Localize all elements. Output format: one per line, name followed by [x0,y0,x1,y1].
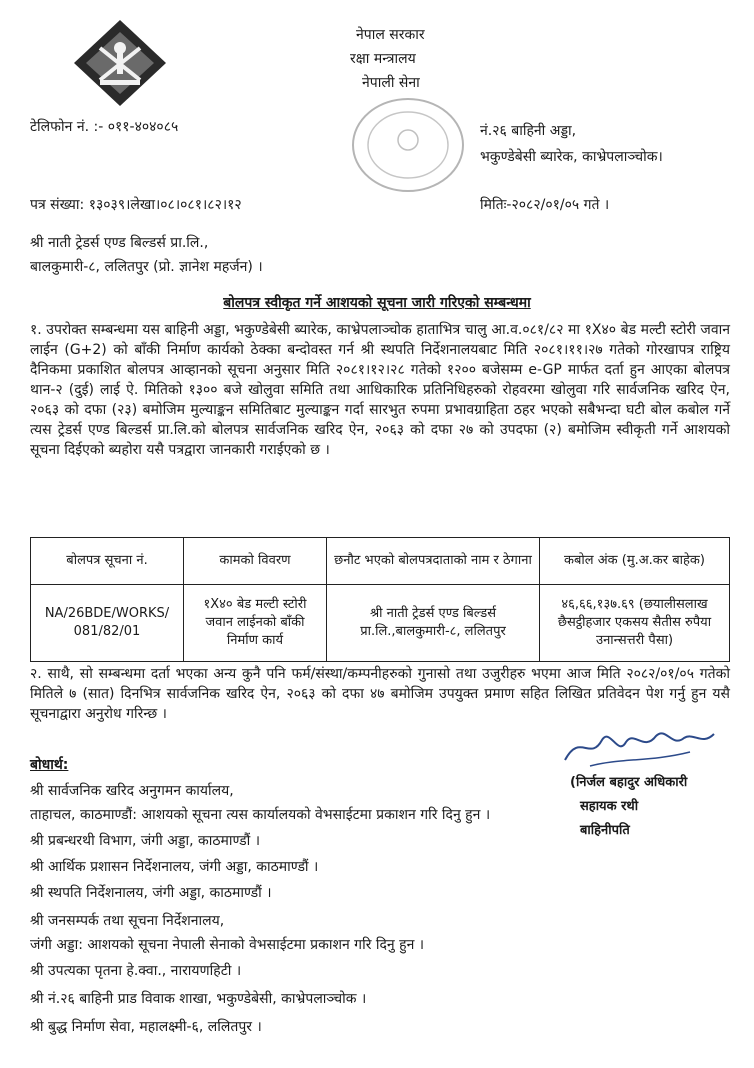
table-header-cell: बोलपत्र सूचना नं. [31,538,184,585]
table-cell: १X४० बेड मल्टी स्टोरी जवान लाईनको बाँकी निर्माण कार्य [184,585,327,662]
round-office-stamp [348,95,468,195]
cc-item: श्री स्थपति निर्देशनालय, जंगी अड्डा, काठमाण्डौं । [30,885,272,901]
org-line-army: नेपाली सेना [362,75,420,91]
award-notice-table [30,537,730,662]
table-row [31,585,730,662]
cc-item: श्री बुद्ध निर्माण सेवा, महालक्ष्मी-६, ललितपुर । [30,1019,262,1035]
cc-heading: बोधार्थ: [30,757,69,773]
office-address-line2: भकुण्डेबेसी ब्यारेक, काभ्रेपलाञ्चोक। [480,149,663,165]
handwritten-signature [560,722,720,772]
cc-item: ताहाचल, काठमाण्डौं: आशयको सूचना त्यस कार्यालयको वेभसाईटमा प्रकाशन गरि दिनु हुन । [30,807,491,823]
cc-item: श्री जनसम्पर्क तथा सूचना निर्देशनालय, [30,913,225,929]
signatory-title: बाहिनीपति [580,823,630,838]
recipient-name: श्री नाती ट्रेडर्स एण्ड बिल्डर्स प्रा.लि., [30,235,209,251]
telephone-number: टेलिफोन नं. :- ०११-४०४०८५ [30,119,179,135]
letter-reference-number: पत्र संख्या: १३०३९।लेखा।०८।०८१।८२।१२ [30,197,242,213]
table-cell: NA/26BDE/WORKS/ 081/82/01 [31,585,184,662]
signatory-name: (निर्जल बहादुर अधिकारी [570,775,688,790]
office-address-line1: नं.२६ बाहिनी अड्डा, [480,123,577,139]
table-cell: श्री नाती ट्रेडर्स एण्ड बिल्डर्स प्रा.लि.,बालकुमारी-८, ललितपुर [327,585,540,662]
body-paragraph-2: २. साथै, सो सम्बन्धमा दर्ता भएका अन्य कुनै पनि फर्म/संस्था/कम्पनीहरुको गुनासो तथा उजुरीहरु भएमा आज मिति २०८२/०१/०५ गतेको मितिले ७ (सात) दिनभित्र सार्वजनिक खरिद ऐन, २०६३ को दफा ४७ बमोजिम उपयुक्त प्रमाण सहित लिखित प्रतिवेदन पेश गर्नु हुन यसै सूचनाद्वारा अनुरोध गरिन्छ । [30,666,730,722]
cc-item: श्री नं.२६ बाहिनी प्राड विवाक शाखा, भकुण्डेबेसी, काभ्रेपलाञ्चोक । [30,991,367,1007]
signatory-rank: सहायक रथी [580,799,639,814]
cc-item: श्री प्रबन्धरथी विभाग, जंगी अड्डा, काठमाण्डौं । [30,833,261,849]
cc-item: श्री सार्वजनिक खरिद अनुगमन कार्यालय, [30,783,234,799]
table-header-cell: कबोल अंक (मु.अ.कर बाहेक) [540,538,730,585]
table-cell: ४६,६६,१३७.६९ (छयालीसलाख छैसट्ठीहजार एकसय सैतीस रुपैया उनान्सत्तरी पैसा) [540,585,730,662]
table-header-row [31,538,730,585]
org-line-ministry: रक्षा मन्त्रालय [350,51,416,67]
org-line-government: नेपाल सरकार [356,27,425,43]
body-paragraph-1: १. उपरोक्त सम्बन्धमा यस बाहिनी अड्डा, भकुण्डेबेसी ब्यारेक, काभ्रेपलाञ्चोक हाताभित्र चालु आ.व.०८१/८२ मा १X४० बेड मल्टी स्टोरी जवान लाईन (G+2) को बाँकी निर्माण कार्यको ठेक्का बन्दोवस्त गर्न श्री स्थपति निर्देशनालयबाट मिति २०८१।११।२७ गतेको गोरखापत्र राष्ट्रिय दैनिकमा प्रकाशित बोलपत्र आव्हानको सूचना अनुसार मिति २०८१।१२।२८ गतेको १२०० बजेसम्म e-GP मार्फत दर्ता हुन आएका बोलपत्र थान-२ (दुई) लाई ऐ. मितिको १३०० बजे खोलुवा समिति तथा आधिकारिक प्रतिनिधिहरुको रोहवरमा खोलुवा गरि सार्वजनिक खरिद ऐन, २०६३ को दफा (२३) बमोजिम मुल्याङ्कन समितिबाट मुल्याङ्कन गर्दा सारभुत रुपमा प्रभावग्राहिता ठहर भएको सबैभन्दा घटी बोल कबोल गर्ने त्यस ट्रेडर्स एण्ड बिल्डर्स प्रा.लि.को बोलपत्र सार्वजनिक खरिद ऐन, २०६३ को दफा २७ को उपदफा (२) बमोजिम स्वीकृती गर्ने आशयको सूचना दिईएको ब्यहोरा यसै पत्रद्वारा जानकारी गराईएको छ । [30,322,730,458]
cc-item: श्री आर्थिक प्रशासन निर्देशनालय, जंगी अड्डा, काठमाण्डौं । [30,859,319,875]
recipient-address: बालकुमारी-८, ललितपुर (प्रो. ज्ञानेश महर्जन) । [30,259,263,275]
table-header-cell: छनौट भएको बोलपत्रदाताको नाम र ठेगाना [327,538,540,585]
table-header-cell: कामको विवरण [184,538,327,585]
letter-subject: बोलपत्र स्वीकृत गर्ने आशयको सूचना जारी गरिएको सम्बन्धमा [223,295,531,311]
nepal-army-emblem-logo [70,18,170,108]
cc-item: जंगी अड्डा: आशयको सूचना नेपाली सेनाको वेभसाईटमा प्रकाशन गरि दिनु हुन । [30,937,425,953]
cc-item: श्री उपत्यका पृतना हे.क्वा., नारायणहिटी । [30,963,242,979]
letter-date: मितिः-२०८२/०१/०५ गते । [480,197,610,213]
